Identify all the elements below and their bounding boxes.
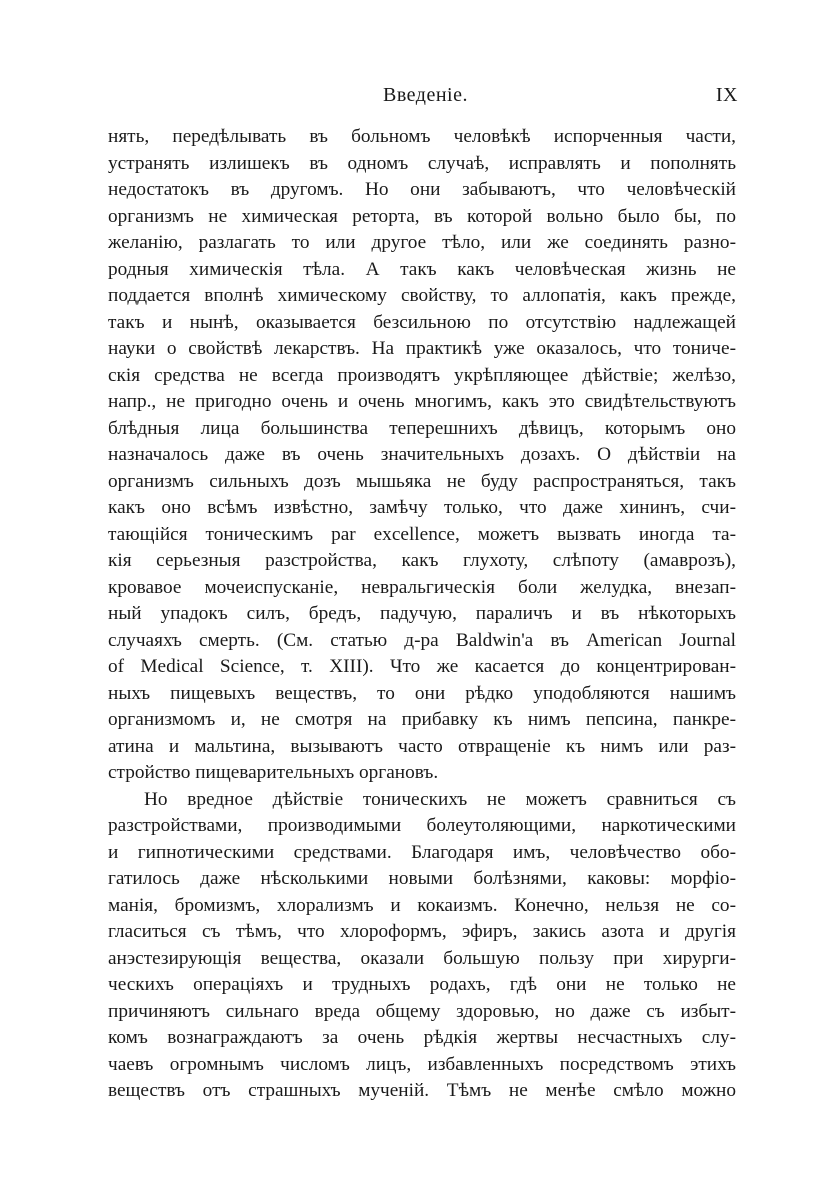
text-line: и гипнотическими средствами. Благодаря имъ, человѣчество обо- — [108, 841, 736, 863]
text-line: ческихъ операціяхъ и трудныхъ родахъ, гдѣ они не только не — [108, 974, 736, 995]
text-line: нять, передѣлывать въ больномъ человѣкѣ испорченныя части, — [108, 126, 736, 147]
text-line: веществъ отъ страшныхъ мученій. Тѣмъ не менѣе смѣло можно — [108, 1080, 736, 1101]
text-line: недостатокъ въ другомъ. Но они забываютъ, что человѣческій — [108, 179, 736, 200]
text-line: причиняютъ сильнаго вреда общему здоровью, но даже съ избыт- — [108, 1000, 736, 1022]
text-line: манія, бромизмъ, хлорализмъ и кокаизмъ. Конечно, нельзя не со- — [108, 894, 736, 916]
text-line: тающійся тоническимъ par excellence, можетъ вызвать иногда та- — [108, 523, 736, 545]
text-line: анэстезирующія вещества, оказали большую пользу при хирурги- — [108, 947, 736, 969]
text-line: кія серьезныя разстройства, какъ глухоту, слѣпоту (амаврозъ), — [108, 550, 736, 571]
text-line: кровавое мочеиспусканіе, невральгическія боли желудка, внезап- — [108, 576, 736, 598]
text-line: скія средства не всегда производятъ укрѣпляющее дѣйствіе; желѣзо, — [108, 364, 736, 386]
text-line: of Medical Science, т. XIII). Что же касается до концентрирован- — [108, 656, 736, 677]
text-line: такъ и нынѣ, оказывается безсильною по отсутствію надлежащей — [108, 311, 736, 333]
text-line: комъ вознаграждаютъ за очень рѣдкія жертвы несчастныхъ слу- — [108, 1027, 736, 1048]
text-line: ныхъ пищевыхъ веществъ, то они рѣдко уподобляются нашимъ — [108, 682, 736, 704]
page-header — [108, 84, 736, 124]
book-page — [108, 84, 736, 1105]
text-line: науки о свойствѣ лекарствъ. На практикѣ уже оказалось, что тониче- — [108, 338, 736, 359]
text-line: родныя химическія тѣла. А такъ какъ человѣческая жизнь не — [108, 258, 736, 280]
text-line: атина и мальтина, вызываютъ часто отвращеніе къ нимъ или раз- — [108, 735, 736, 757]
text-line: назначалось даже въ очень значительныхъ дозахъ. О дѣйствіи на — [108, 444, 736, 465]
text-line: организмъ не химическая реторта, въ которой вольно было бы, по — [108, 205, 736, 227]
text-line: блѣдныя лица большинства теперешнихъ дѣвицъ, которымъ оно — [108, 417, 736, 439]
text-line: поддается вполнѣ химическому свойству, то аллопатія, какъ прежде, — [108, 285, 736, 306]
text-line: гатилось даже нѣсколькими новыми болѣзнями, каковы: морфіо- — [108, 868, 736, 889]
text-line-paragraph-end: стройство пищеварительныхъ органовъ. — [108, 762, 439, 783]
text-line-paragraph-start: Но вредное дѣйствіе тоническихъ не можетъ сравниться съ — [144, 788, 736, 810]
body-text — [108, 124, 736, 1105]
text-line: гласиться съ тѣмъ, что хлороформъ, эфиръ, закись азота и другія — [108, 921, 736, 942]
running-title: Введеніе. — [383, 84, 468, 106]
text-line: устранять излишекъ въ одномъ случаѣ, исправлять и пополнять — [108, 152, 736, 174]
text-line: ный упадокъ силъ, бредъ, падучую, параличъ и въ нѣкоторыхъ — [108, 603, 736, 624]
text-line: организмъ сильныхъ дозъ мышьяка не буду распространяться, такъ — [108, 470, 736, 492]
text-line: организмомъ и, не смотря на прибавку къ нимъ пепсина, панкре- — [108, 709, 736, 730]
text-line: напр., не пригодно очень и очень многимъ, какъ это свидѣтельствуютъ — [108, 391, 736, 412]
text-line: чаевъ огромнымъ числомъ лицъ, избавленныхъ посредствомъ этихъ — [108, 1053, 736, 1075]
text-line: какъ оно всѣмъ извѣстно, замѣчу только, что даже хининъ, счи- — [108, 497, 736, 518]
text-line: желанію, разлагать то или другое тѣло, или же соединять разно- — [108, 232, 736, 253]
text-line: разстройствами, производимыми болеутоляющими, наркотическими — [108, 815, 736, 836]
text-line: случаяхъ смерть. (См. статью д-ра Baldwin'а въ American Journal — [108, 629, 736, 651]
page-number: IX — [715, 84, 738, 106]
